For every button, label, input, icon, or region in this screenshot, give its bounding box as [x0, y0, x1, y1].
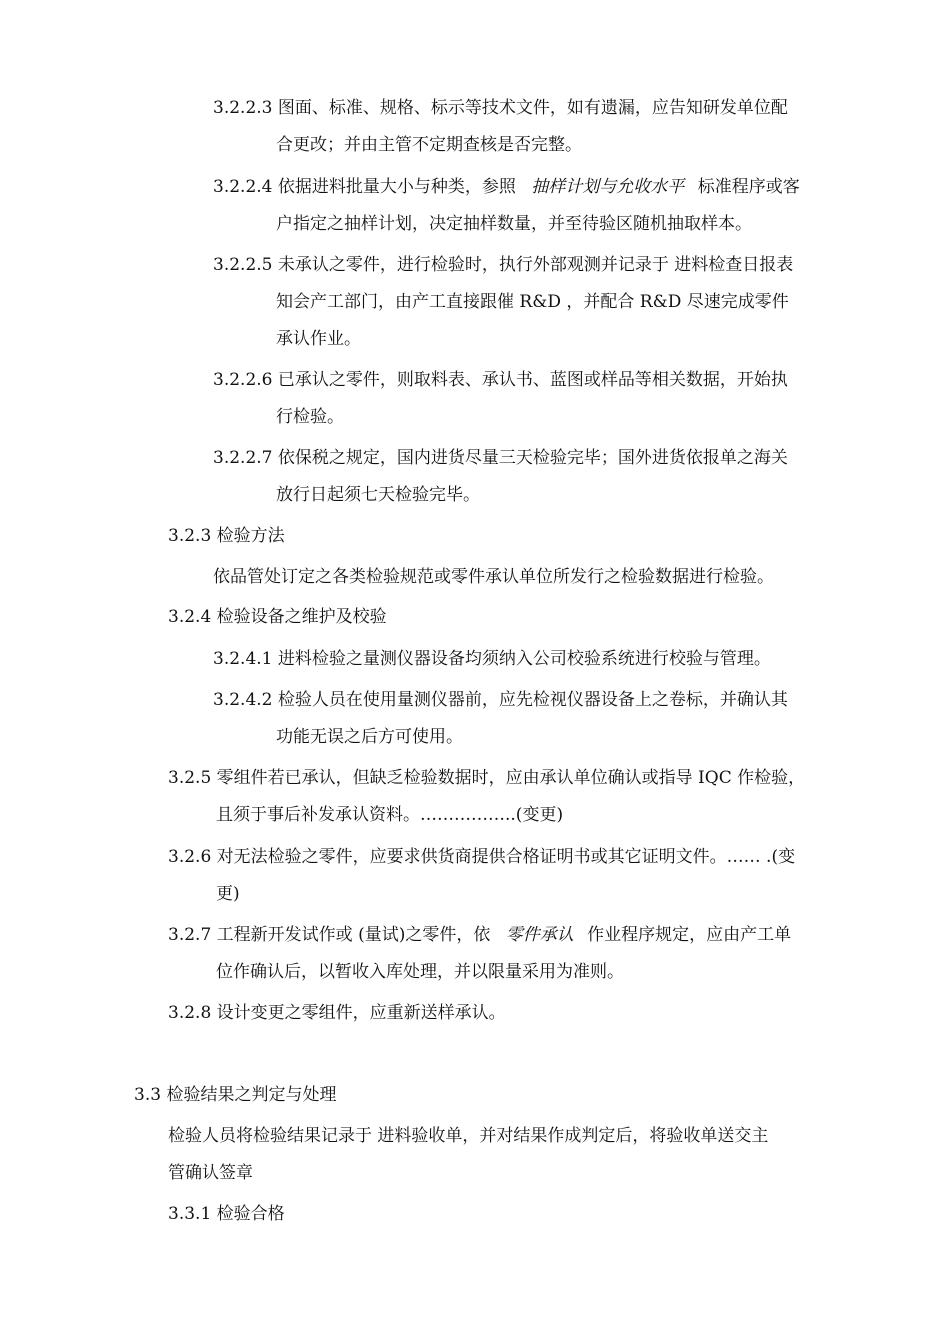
section-3-2-5-line-1: 3.2.5 零组件若已承认，但缺乏检验数据时，应由承认单位确认或指导 IQC 作检验，	[168, 768, 806, 788]
section-3-2-8: 3.2.8 设计变更之零组件，应重新送样承认。	[168, 1003, 506, 1023]
section-3-2-4-heading: 3.2.4 检验设备之维护及校验	[168, 607, 387, 627]
para-3-2-4-1: 3.2.4.1 进料检验之量测仪器设备均须纳入公司校验系统进行校验与管理。	[213, 649, 771, 669]
para-3-2-2-7-line-2: 放行日起须七天检验完毕。	[276, 485, 480, 505]
para-3-2-2-3-line-1: 3.2.2.3 图面、标准、规格、标示等技术文件，如有遗漏，应告知研发单位配	[213, 98, 788, 118]
section-3-3-1-heading: 3.3.1 检验合格	[168, 1204, 285, 1224]
section-3-2-6-line-1: 3.2.6 对无法检验之零件，应要求供货商提供合格证明书或其它证明文件。…… .(变	[168, 847, 796, 867]
section-3-2-5-line-2: 且须于事后补发承认资料。……………..(变更)	[216, 805, 564, 825]
para-3-2-2-4-line-1	[213, 175, 800, 199]
section-3-2-6-line-2: 更)	[216, 884, 240, 904]
para-3-2-2-3-line-2: 合更改；并由主管不定期查核是否完整。	[276, 135, 582, 155]
section-3-2-3-body: 依品管处订定之各类检验规范或零件承认单位所发行之检验数据进行检验。	[213, 567, 774, 587]
section-3-3-body-line-1: 检验人员将检验结果记录于 进料验收单，并对结果作成判定后，将验收单送交主	[168, 1126, 769, 1146]
section-3-2-7-text-a: 3.2.7 工程新开发试作或 (量试)之零件，依	[168, 925, 491, 945]
section-3-2-3-heading: 3.2.3 检验方法	[168, 526, 285, 546]
para-3-2-2-4-text-c: 标准程序或客	[697, 177, 800, 197]
sampling-plan-reference: 抽样计划与允收水平	[531, 177, 685, 197]
section-3-2-7-line-1	[168, 923, 791, 947]
para-3-2-4-2-line-1: 3.2.4.2 检验人员在使用量测仪器前，应先检视仪器设备上之卷标，并确认其	[213, 690, 788, 710]
para-3-2-4-2-line-2: 功能无误之后方可使用。	[276, 727, 463, 747]
para-3-2-2-5-line-1: 3.2.2.5 未承认之零件，进行检验时，执行外部观测并记录于 进料检查日报表	[213, 255, 794, 275]
para-3-2-2-6-line-1: 3.2.2.6 已承认之零件，则取料表、承认书、蓝图或样品等相关数据，开始执	[213, 370, 788, 390]
section-3-2-7-text-c: 作业程序规定，应由产工单	[587, 925, 792, 945]
para-3-2-2-7-line-1: 3.2.2.7 依保税之规定，国内进货尽量三天检验完毕；国外进货依报单之海关	[213, 448, 788, 468]
para-3-2-2-5-line-3: 承认作业。	[276, 329, 361, 349]
section-3-3-body-line-2: 管确认签章	[168, 1163, 253, 1183]
para-3-2-2-4-text-a: 3.2.2.4 依据进料批量大小与种类，参照	[213, 177, 516, 197]
para-3-2-2-4-line-2: 户指定之抽样计划，决定抽样数量，并至待验区随机抽取样本。	[276, 214, 752, 234]
section-3-3-heading: 3.3 检验结果之判定与处理	[134, 1085, 337, 1105]
para-3-2-2-5-line-2: 知会产工部门，由产工直接跟催 R&D ，并配合 R&D 尽速完成零件	[276, 292, 789, 312]
para-3-2-2-6-line-2: 行检验。	[276, 407, 344, 427]
part-approval-reference: 零件承认	[505, 925, 574, 945]
section-3-2-7-line-2: 位作确认后，以暂收入库处理，并以限量采用为准则。	[216, 962, 624, 982]
